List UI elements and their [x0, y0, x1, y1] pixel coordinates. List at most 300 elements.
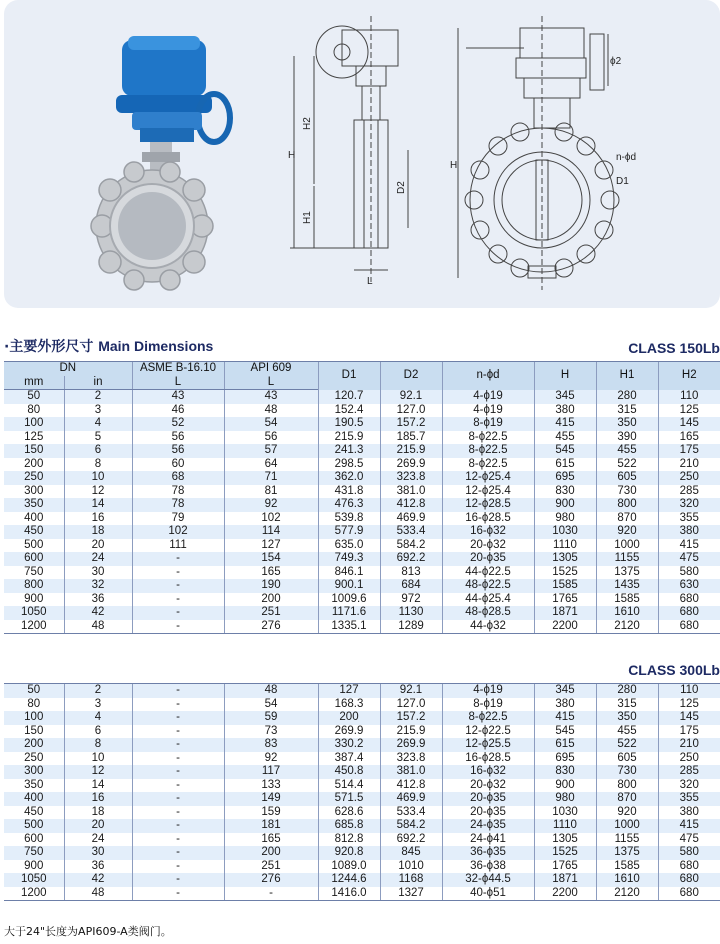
- table-cell: 125: [4, 431, 64, 445]
- table-cell: 24-ϕ41: [442, 833, 534, 847]
- table-row: [4, 593, 720, 607]
- table-cell: 175: [658, 725, 720, 739]
- table-cell: 600: [4, 552, 64, 566]
- table-cell: 6: [64, 725, 132, 739]
- table-cell: 117: [224, 765, 318, 779]
- table-cell: 800: [596, 498, 658, 512]
- footnote: 大于24"长度为API609-A类阀门。: [4, 925, 172, 938]
- table-cell: 159: [224, 806, 318, 820]
- table-cell: 280: [596, 390, 658, 404]
- table-row: [4, 806, 720, 820]
- header-h: H: [534, 362, 596, 390]
- table-cell: 390: [596, 431, 658, 445]
- table-cell: 323.8: [380, 752, 442, 766]
- table-cell: 32-ϕ44.5: [442, 873, 534, 887]
- table-cell: 539.8: [318, 512, 380, 526]
- table-cell: 48: [224, 404, 318, 418]
- table-cell: 40-ϕ51: [442, 887, 534, 901]
- table-cell: 300: [4, 765, 64, 779]
- table-cell: 1765: [534, 593, 596, 607]
- table-cell: 615: [534, 458, 596, 472]
- table-cell: 2: [64, 684, 132, 698]
- table-cell: 127.0: [380, 404, 442, 418]
- table-cell: 1030: [534, 806, 596, 820]
- table-cell: 522: [596, 458, 658, 472]
- table-cell: 400: [4, 512, 64, 526]
- table-row: [4, 606, 720, 620]
- table-cell: 1030: [534, 525, 596, 539]
- table-cell: 381.0: [380, 485, 442, 499]
- table-cell: 149: [224, 792, 318, 806]
- table-cell: 110: [658, 390, 720, 404]
- table-cell: 145: [658, 711, 720, 725]
- table-cell: 110: [658, 684, 720, 698]
- table-cell: 120.7: [318, 390, 380, 404]
- table-cell: 380: [658, 525, 720, 539]
- table-cell: 1305: [534, 552, 596, 566]
- table-cell: 1110: [534, 539, 596, 553]
- table-cell: 533.4: [380, 806, 442, 820]
- table-cell: 210: [658, 458, 720, 472]
- table-cell: -: [132, 779, 224, 793]
- table-cell: 20: [64, 539, 132, 553]
- table-cell: 628.6: [318, 806, 380, 820]
- table-cell: 8: [64, 738, 132, 752]
- table-cell: 73: [224, 725, 318, 739]
- table-cell: 750: [4, 846, 64, 860]
- table-cell: 1416.0: [318, 887, 380, 901]
- table-cell: 476.3: [318, 498, 380, 512]
- table-cell: 250: [658, 471, 720, 485]
- table-cell: 200: [224, 593, 318, 607]
- table-cell: 680: [658, 887, 720, 901]
- table-cell: 1871: [534, 873, 596, 887]
- table-cell: 415: [534, 711, 596, 725]
- table-cell: 1765: [534, 860, 596, 874]
- table-cell: 3: [64, 404, 132, 418]
- table-cell: 695: [534, 752, 596, 766]
- table-cell: -: [132, 806, 224, 820]
- table-cell: -: [132, 887, 224, 901]
- table-cell: 1585: [596, 593, 658, 607]
- table-row: [4, 539, 720, 553]
- table-cell: 114: [224, 525, 318, 539]
- table-cell: 1130: [380, 606, 442, 620]
- table-cell: -: [132, 792, 224, 806]
- table-cell: 4-ϕ19: [442, 684, 534, 698]
- table-cell: 48: [64, 887, 132, 901]
- table-row: [4, 485, 720, 499]
- table-cell: 16-ϕ28.5: [442, 512, 534, 526]
- table-cell: -: [132, 860, 224, 874]
- dim-label-l: L: [367, 276, 373, 287]
- table-cell: 42: [64, 606, 132, 620]
- table-cell: 60: [132, 458, 224, 472]
- table-cell: 315: [596, 404, 658, 418]
- table-cell: 577.9: [318, 525, 380, 539]
- table-cell: 381.0: [380, 765, 442, 779]
- table-cell: 2200: [534, 887, 596, 901]
- table-cell: 54: [224, 417, 318, 431]
- table-cell: 215.9: [318, 431, 380, 445]
- table-cell: 48: [224, 684, 318, 698]
- table-cell: 514.4: [318, 779, 380, 793]
- table-cell: -: [132, 752, 224, 766]
- table-cell: 1171.6: [318, 606, 380, 620]
- table-cell: 125: [658, 698, 720, 712]
- table-cell: 320: [658, 498, 720, 512]
- table-cell: 16-ϕ32: [442, 765, 534, 779]
- side-view-drawing: [290, 16, 408, 282]
- table-cell: 276: [224, 873, 318, 887]
- dim-label-h-front: H: [450, 160, 458, 171]
- table-row: [4, 846, 720, 860]
- table-cell: 298.5: [318, 458, 380, 472]
- table-cell: 190.5: [318, 417, 380, 431]
- table-cell: 165: [224, 566, 318, 580]
- table-cell: 4-ϕ19: [442, 404, 534, 418]
- table-cell: 100: [4, 711, 64, 725]
- table-cell: 1289: [380, 620, 442, 634]
- table-cell: 127.0: [380, 698, 442, 712]
- table-cell: 59: [224, 711, 318, 725]
- table-cell: 241.3: [318, 444, 380, 458]
- table-cell: 12-ϕ25.4: [442, 485, 534, 499]
- table-cell: 210: [658, 738, 720, 752]
- table-cell: 150: [4, 444, 64, 458]
- table-cell: 900.1: [318, 579, 380, 593]
- table-cell: 269.9: [380, 738, 442, 752]
- table-cell: 285: [658, 485, 720, 499]
- table-cell: 64: [224, 458, 318, 472]
- table-cell: 36: [64, 593, 132, 607]
- table-cell: 50: [4, 390, 64, 404]
- valve-photo: [91, 36, 230, 290]
- table-cell: 469.9: [380, 792, 442, 806]
- table-cell: 20-ϕ35: [442, 806, 534, 820]
- table-cell: 323.8: [380, 471, 442, 485]
- table-row: [4, 498, 720, 512]
- table-cell: 1110: [534, 819, 596, 833]
- table-cell: 584.2: [380, 539, 442, 553]
- table-cell: 1050: [4, 606, 64, 620]
- table-cell: 350: [596, 711, 658, 725]
- table-cell: 175: [658, 444, 720, 458]
- table-cell: 533.4: [380, 525, 442, 539]
- table-cell: 150: [4, 725, 64, 739]
- table-cell: 900: [4, 593, 64, 607]
- table-cell: 8-ϕ22.5: [442, 431, 534, 445]
- table-cell: 415: [658, 819, 720, 833]
- table-cell: 250: [4, 752, 64, 766]
- table-cell: 469.9: [380, 512, 442, 526]
- table-cell: 152.4: [318, 404, 380, 418]
- header-h2: H2: [658, 362, 720, 390]
- table-cell: 749.3: [318, 552, 380, 566]
- table-cell: 30: [64, 566, 132, 580]
- table-cell: 450: [4, 525, 64, 539]
- table-cell: 200: [4, 738, 64, 752]
- table-cell: 71: [224, 471, 318, 485]
- table-row: [4, 873, 720, 887]
- header-asme: ASME B-16.10: [132, 362, 224, 376]
- table-cell: 20-ϕ35: [442, 792, 534, 806]
- table-cell: 500: [4, 539, 64, 553]
- header-api-l: L: [224, 376, 318, 390]
- table-cell: 42: [64, 873, 132, 887]
- table-cell: 5: [64, 431, 132, 445]
- table-cell: 1155: [596, 552, 658, 566]
- header-n-phi-d: n-ϕd: [442, 362, 534, 390]
- table-cell: 56: [132, 431, 224, 445]
- table-cell: -: [224, 887, 318, 901]
- table-cell: 36-ϕ38: [442, 860, 534, 874]
- class-150-label: CLASS 150Lb: [628, 340, 720, 356]
- table-cell: 685.8: [318, 819, 380, 833]
- table-cell: 680: [658, 606, 720, 620]
- table-cell: 750: [4, 566, 64, 580]
- table-cell: 380: [534, 404, 596, 418]
- table-cell: 1000: [596, 819, 658, 833]
- table-cell: -: [132, 833, 224, 847]
- table-cell: 10: [64, 752, 132, 766]
- table-cell: 680: [658, 620, 720, 634]
- table-cell: 1585: [596, 860, 658, 874]
- table-cell: -: [132, 711, 224, 725]
- table-cell: 12: [64, 765, 132, 779]
- table-cell: 92: [224, 498, 318, 512]
- table-cell: 1525: [534, 846, 596, 860]
- table-cell: -: [132, 579, 224, 593]
- table-cell: 580: [658, 846, 720, 860]
- table-cell: 68: [132, 471, 224, 485]
- table-cell: 200: [4, 458, 64, 472]
- table-cell: 200: [224, 846, 318, 860]
- table-cell: 1168: [380, 873, 442, 887]
- table-cell: -: [132, 684, 224, 698]
- table-cell: 345: [534, 684, 596, 698]
- table-cell: 8-ϕ19: [442, 698, 534, 712]
- table-cell: 545: [534, 444, 596, 458]
- table-cell: 36: [64, 860, 132, 874]
- dim-label-h: H: [288, 150, 296, 161]
- table-cell: 455: [596, 725, 658, 739]
- table-cell: 18: [64, 525, 132, 539]
- table-cell: 845: [380, 846, 442, 860]
- table-cell: 350: [596, 417, 658, 431]
- table-cell: -: [132, 846, 224, 860]
- table-cell: 846.1: [318, 566, 380, 580]
- table-cell: 78: [132, 498, 224, 512]
- table-cell: 3: [64, 698, 132, 712]
- table-cell: 16: [64, 792, 132, 806]
- table-cell: 80: [4, 698, 64, 712]
- table-row: [4, 471, 720, 485]
- table-cell: 43: [132, 390, 224, 404]
- table-cell: 800: [4, 579, 64, 593]
- table-cell: 300: [4, 485, 64, 499]
- table-cell: 127: [224, 539, 318, 553]
- table-cell: 20-ϕ32: [442, 779, 534, 793]
- table-cell: 1155: [596, 833, 658, 847]
- table-row: [4, 711, 720, 725]
- table-cell: 1327: [380, 887, 442, 901]
- table-cell: -: [132, 552, 224, 566]
- table-cell: 380: [658, 806, 720, 820]
- section-title-cn: ·主要外形尺寸: [4, 339, 94, 355]
- table-cell: 730: [596, 485, 658, 499]
- table-cell: 24: [64, 833, 132, 847]
- table-cell: 812.8: [318, 833, 380, 847]
- table-cell: 450: [4, 806, 64, 820]
- table-cell: 280: [596, 684, 658, 698]
- table-cell: 24-ϕ35: [442, 819, 534, 833]
- table-row: [4, 579, 720, 593]
- header-in: in: [64, 376, 132, 390]
- table-cell: 920: [596, 806, 658, 820]
- class-150-rows: [4, 390, 720, 634]
- table-cell: 16-ϕ28.5: [442, 752, 534, 766]
- table-cell: 584.2: [380, 819, 442, 833]
- table-row: [4, 390, 720, 404]
- table-cell: 12-ϕ28.5: [442, 498, 534, 512]
- class-300-table: [4, 683, 720, 901]
- product-illustration-panel: [4, 0, 720, 308]
- table-cell: 475: [658, 833, 720, 847]
- table-cell: -: [132, 873, 224, 887]
- table-cell: 4: [64, 711, 132, 725]
- table-cell: 2: [64, 390, 132, 404]
- table-cell: -: [132, 725, 224, 739]
- table-cell: -: [132, 606, 224, 620]
- table-cell: 830: [534, 485, 596, 499]
- table-cell: 920.8: [318, 846, 380, 860]
- table-row: [4, 833, 720, 847]
- table-cell: 44-ϕ32: [442, 620, 534, 634]
- valve-drawings: [4, 0, 720, 308]
- table-cell: 600: [4, 833, 64, 847]
- table-cell: 8-ϕ22.5: [442, 711, 534, 725]
- table-cell: 350: [4, 779, 64, 793]
- table-cell: 900: [534, 498, 596, 512]
- table-cell: 730: [596, 765, 658, 779]
- table-cell: 813: [380, 566, 442, 580]
- table-cell: 1009.6: [318, 593, 380, 607]
- table-cell: 692.2: [380, 833, 442, 847]
- table-cell: 285: [658, 765, 720, 779]
- table-cell: 1244.6: [318, 873, 380, 887]
- table-cell: 200: [318, 711, 380, 725]
- table-cell: 46: [132, 404, 224, 418]
- table-cell: 2120: [596, 887, 658, 901]
- table-cell: 165: [224, 833, 318, 847]
- table-cell: 412.8: [380, 498, 442, 512]
- header-asme-l: L: [132, 376, 224, 390]
- table-cell: 695: [534, 471, 596, 485]
- table-cell: 181: [224, 819, 318, 833]
- table-cell: 692.2: [380, 552, 442, 566]
- drawing-dimension-labels: [288, 56, 636, 287]
- table-cell: 475: [658, 552, 720, 566]
- table-cell: 54: [224, 698, 318, 712]
- table-cell: 630: [658, 579, 720, 593]
- table-cell: 605: [596, 471, 658, 485]
- table-row: [4, 458, 720, 472]
- table-cell: 100: [4, 417, 64, 431]
- table-cell: 680: [658, 860, 720, 874]
- table-cell: 412.8: [380, 779, 442, 793]
- table-cell: 522: [596, 738, 658, 752]
- table-cell: 571.5: [318, 792, 380, 806]
- table-cell: 580: [658, 566, 720, 580]
- table-cell: 30: [64, 846, 132, 860]
- table-row: [4, 698, 720, 712]
- table-cell: 387.4: [318, 752, 380, 766]
- header-d2: D2: [380, 362, 442, 390]
- table-cell: 133: [224, 779, 318, 793]
- section-title: [4, 336, 213, 356]
- table-cell: 56: [132, 444, 224, 458]
- table-row: [4, 752, 720, 766]
- dim-label-n-phi-d: n-ϕd: [616, 152, 637, 163]
- table-cell: 1050: [4, 873, 64, 887]
- table-cell: -: [132, 698, 224, 712]
- table-cell: 52: [132, 417, 224, 431]
- table-cell: 92.1: [380, 684, 442, 698]
- table-row: [4, 620, 720, 634]
- table-cell: 269.9: [380, 458, 442, 472]
- header-dn: DN: [4, 362, 132, 376]
- table-cell: 92.1: [380, 390, 442, 404]
- table-cell: 605: [596, 752, 658, 766]
- table-cell: 157.2: [380, 417, 442, 431]
- table-cell: 16: [64, 512, 132, 526]
- table-cell: 20-ϕ32: [442, 539, 534, 553]
- table-cell: 16-ϕ32: [442, 525, 534, 539]
- table-cell: 455: [596, 444, 658, 458]
- table-row: [4, 417, 720, 431]
- table-cell: 870: [596, 792, 658, 806]
- table-cell: 615: [534, 738, 596, 752]
- header-d1: D1: [318, 362, 380, 390]
- table-cell: 125: [658, 404, 720, 418]
- table-cell: 680: [658, 873, 720, 887]
- table-cell: 48: [64, 620, 132, 634]
- table-cell: 185.7: [380, 431, 442, 445]
- table-cell: 83: [224, 738, 318, 752]
- table-cell: 24: [64, 552, 132, 566]
- table-cell: 345: [534, 390, 596, 404]
- table-cell: 111: [132, 539, 224, 553]
- table-row: [4, 512, 720, 526]
- table-row: [4, 819, 720, 833]
- table-cell: 48-ϕ22.5: [442, 579, 534, 593]
- table-row: [4, 792, 720, 806]
- section-title-en: Main Dimensions: [98, 338, 214, 354]
- table-cell: 415: [534, 417, 596, 431]
- table-cell: 10: [64, 471, 132, 485]
- table-cell: 415: [658, 539, 720, 553]
- table-cell: 251: [224, 606, 318, 620]
- table-cell: 1000: [596, 539, 658, 553]
- table-row: [4, 765, 720, 779]
- table-row: [4, 725, 720, 739]
- table-cell: 1089.0: [318, 860, 380, 874]
- table-cell: 14: [64, 498, 132, 512]
- table-row: [4, 431, 720, 445]
- table-cell: 400: [4, 792, 64, 806]
- table-cell: 8-ϕ19: [442, 417, 534, 431]
